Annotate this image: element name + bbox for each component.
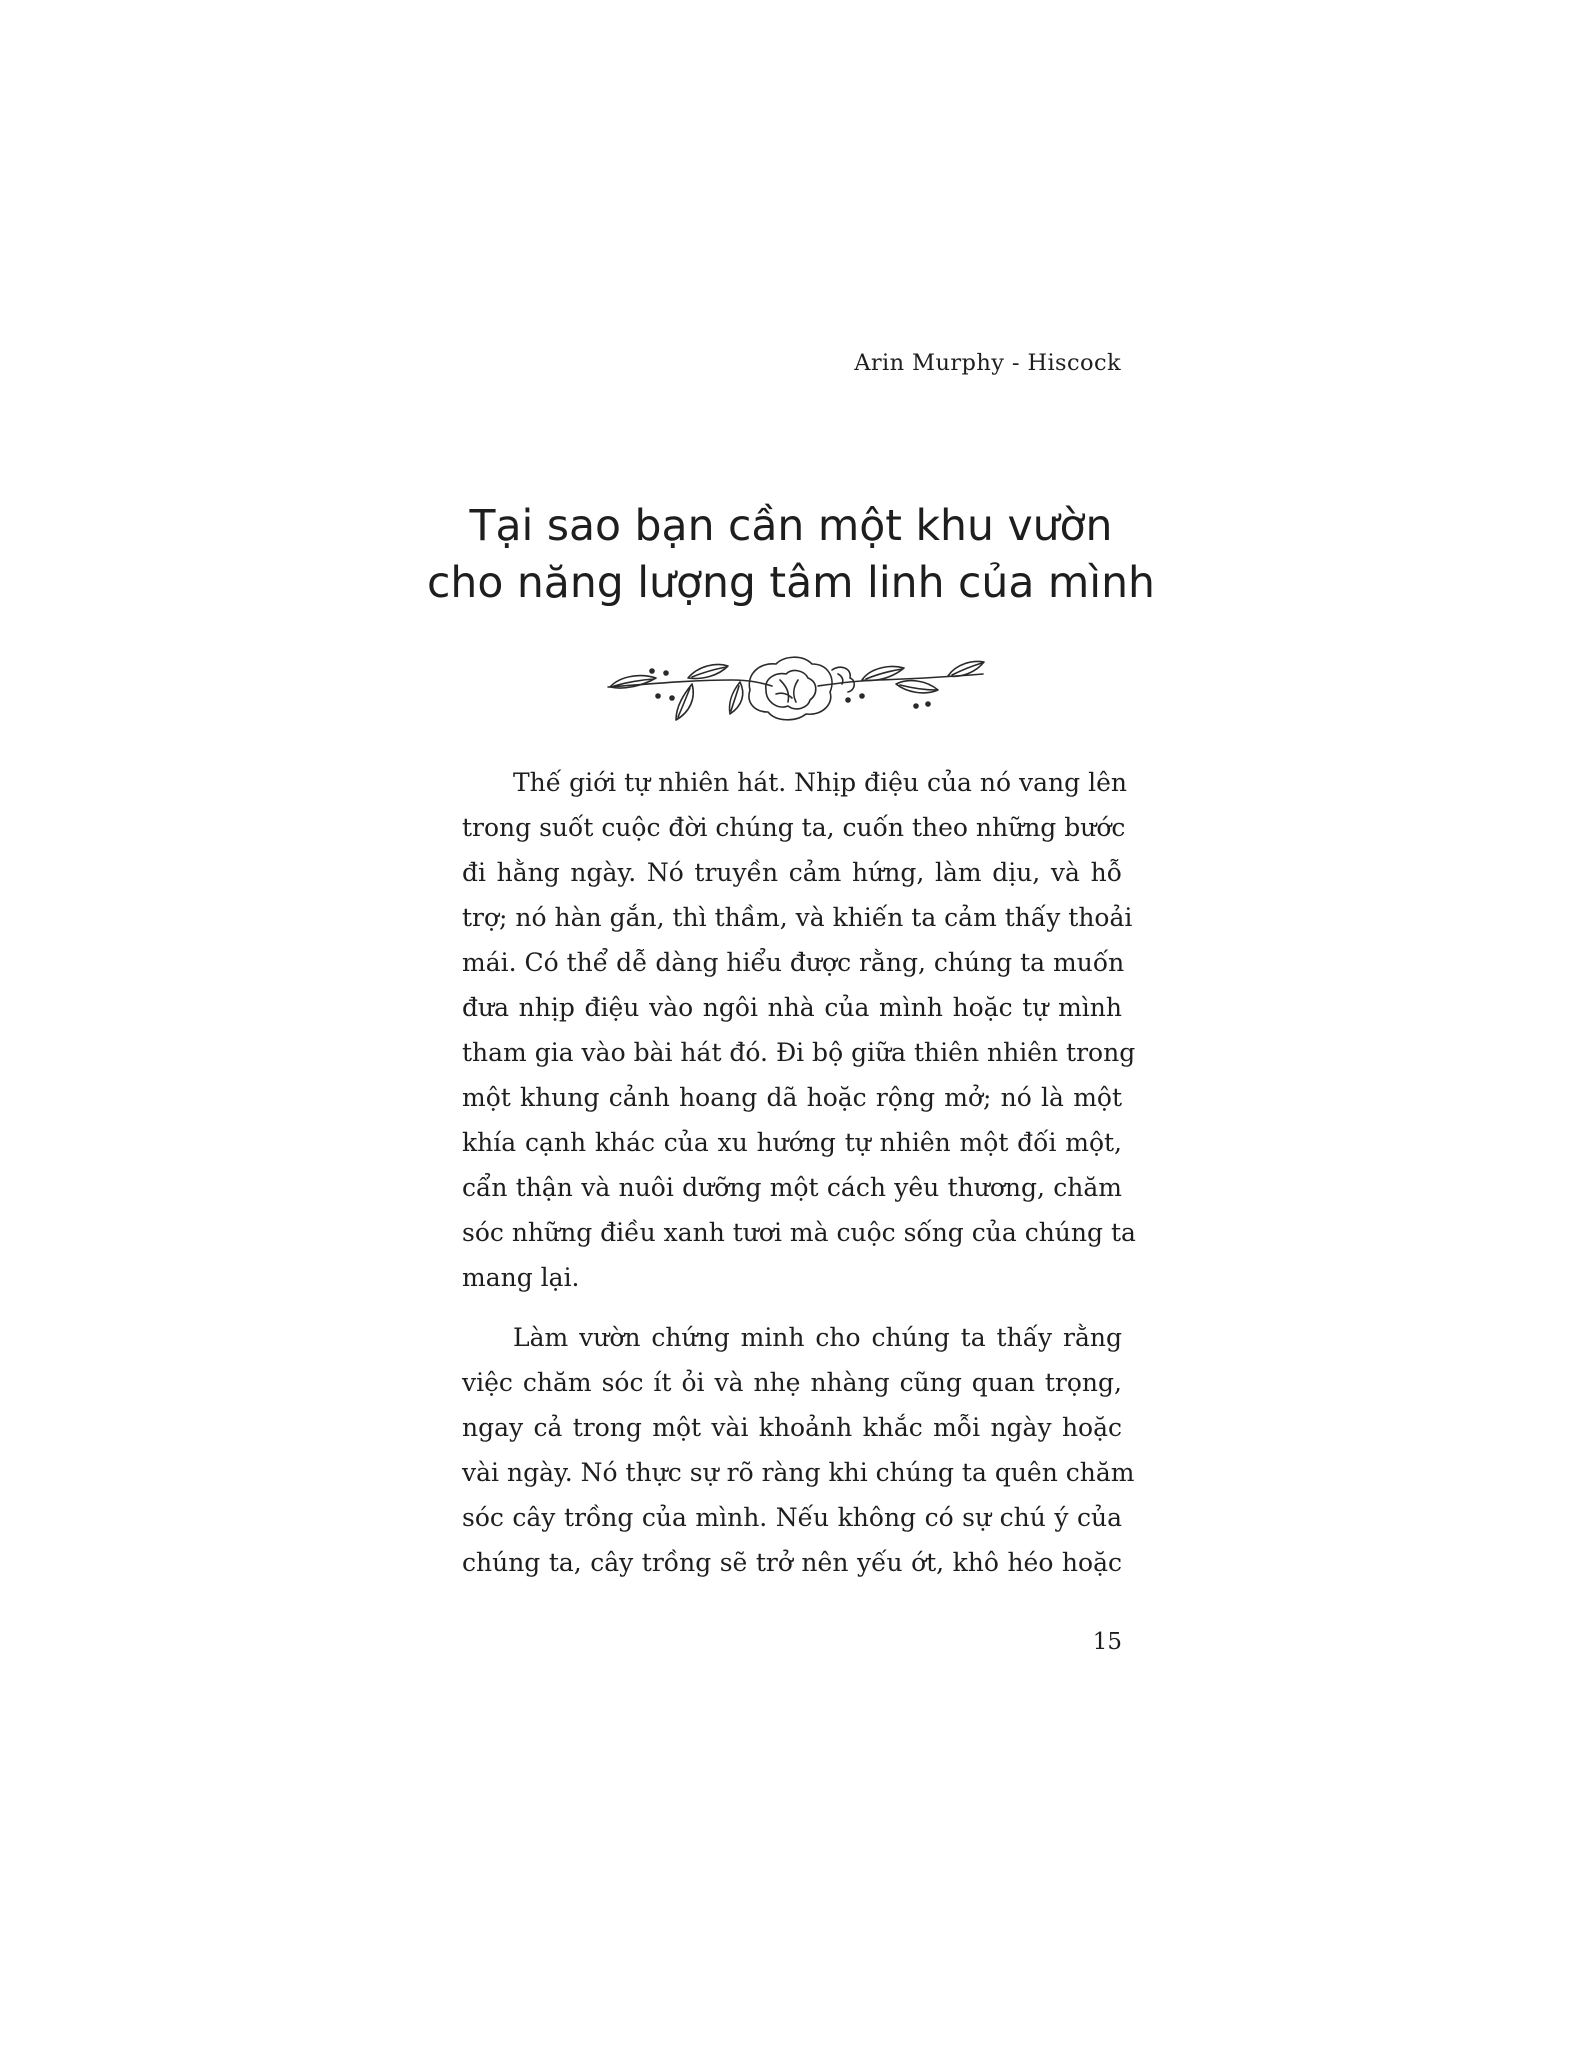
text-line: mái. Có thể dễ dàng hiểu được rằng, chúng ta muốn (462, 948, 1125, 977)
chapter-title-line: cho năng lượng tâm linh của mình (427, 559, 1155, 608)
text-line: mang lại. (462, 1263, 580, 1292)
text-line: cẩn thận và nuôi dưỡng một cách yêu thương, chăm (462, 1173, 1122, 1202)
paragraph (462, 760, 1136, 1300)
text-line: việc chăm sóc ít ỏi và nhẹ nhàng cũng quan trọng, (462, 1368, 1122, 1397)
text-line: đưa nhịp điệu vào ngôi nhà của mình hoặc tự mình (462, 993, 1122, 1022)
text-line: sóc những điều xanh tươi mà cuộc sống của chúng ta (462, 1218, 1136, 1247)
text-line: trợ; nó hàn gắn, thì thầm, và khiến ta cảm thấy thoải (462, 903, 1133, 932)
text-line: một khung cảnh hoang dã hoặc rộng mở; nó là một (462, 1083, 1122, 1112)
page-number: 15 (1092, 1629, 1122, 1655)
text-line: sóc cây trồng của mình. Nếu không có sự chú ý của (462, 1503, 1122, 1532)
text-line: khía cạnh khác của xu hướng tự nhiên một đối một, (462, 1128, 1122, 1157)
text-line: Thế giới tự nhiên hát. Nhịp điệu của nó vang lên (513, 768, 1127, 797)
text-line: chúng ta, cây trồng sẽ trở nên yếu ớt, khô héo hoặc (462, 1548, 1122, 1577)
text-line: ngay cả trong một vài khoảnh khắc mỗi ngày hoặc (462, 1413, 1122, 1442)
paragraph (462, 1315, 1135, 1585)
chapter-title (420, 498, 1162, 612)
body-text (462, 760, 1136, 1585)
floral-vine-ornament-icon (600, 640, 990, 728)
text-line: vài ngày. Nó thực sự rõ ràng khi chúng ta quên chăm (462, 1458, 1135, 1487)
text-line: trong suốt cuộc đời chúng ta, cuốn theo những bước (462, 813, 1126, 842)
chapter-title-line: Tại sao bạn cần một khu vườn (469, 502, 1113, 551)
text-line: tham gia vào bài hát đó. Đi bộ giữa thiên nhiên trong (462, 1038, 1136, 1067)
text-line: Làm vườn chứng minh cho chúng ta thấy rằng (513, 1323, 1122, 1352)
text-line: đi hằng ngày. Nó truyền cảm hứng, làm dịu, và hỗ (462, 858, 1122, 887)
running-head-author: Arin Murphy - Hiscock (854, 350, 1121, 376)
